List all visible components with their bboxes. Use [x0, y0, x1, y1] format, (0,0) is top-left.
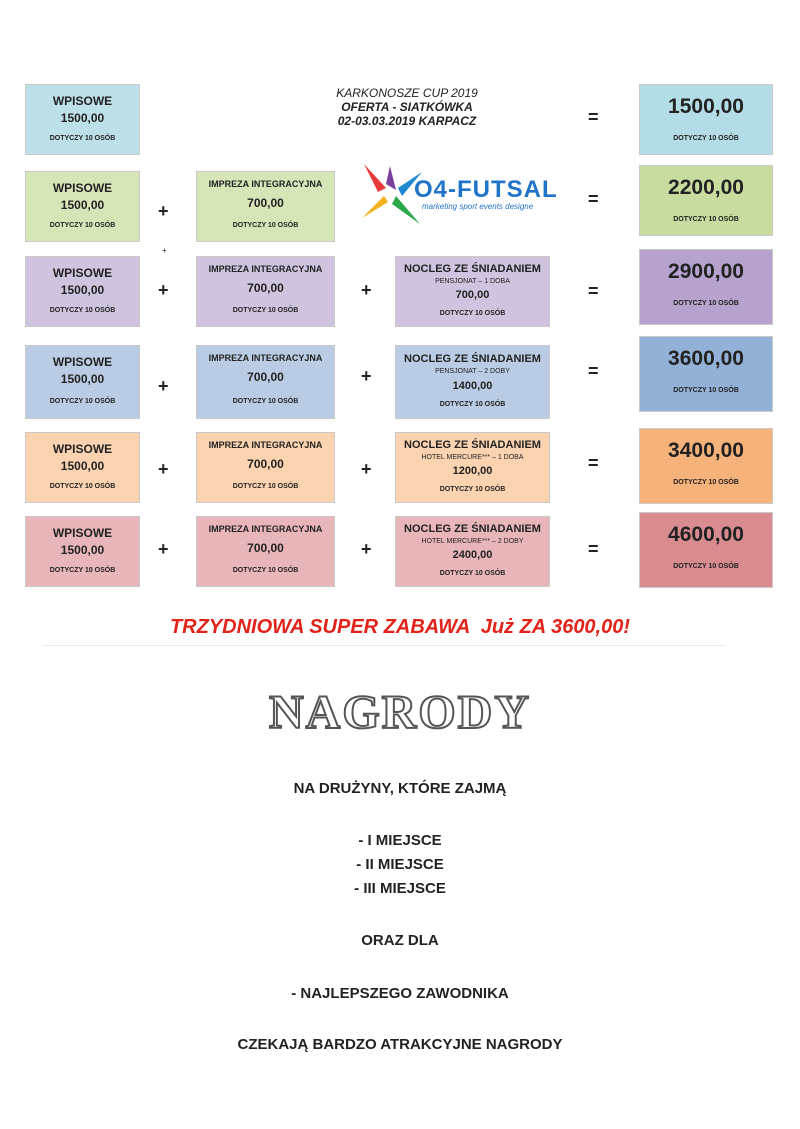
- row-1-entry-box: [25, 84, 140, 155]
- persons-note: DOTYCZY 10 OSÓB: [49, 222, 116, 229]
- lodging-price: 1200,00: [452, 465, 493, 477]
- persons-note: DOTYCZY 10 OSÓB: [232, 483, 299, 490]
- entry-price: 1500,00: [60, 459, 105, 473]
- prizes-intro: NA DRUŻYNY, KTÓRE ZAJMĄ: [293, 780, 507, 797]
- row-5-lodging-box: [395, 432, 550, 503]
- persons-note: DOTYCZY 10 OSÓB: [232, 567, 299, 574]
- row-3-total: 2900,00: [668, 260, 744, 283]
- lodging-price: 2400,00: [452, 549, 493, 561]
- lodging-label: NOCLEG ZE ŚNIADANIEM: [404, 523, 541, 535]
- party-label: IMPREZA INTEGRACYJNA: [208, 524, 323, 534]
- row-6-total: 4600,00: [668, 523, 744, 546]
- equals-sign: =: [588, 453, 599, 473]
- row-4-entry-box: [25, 345, 140, 419]
- persons-note: DOTYCZY 10 OSÓB: [673, 479, 739, 486]
- party-price: 700,00: [247, 196, 284, 210]
- entry-price: 1500,00: [60, 372, 105, 386]
- plus-sign: +: [158, 539, 169, 559]
- persons-note: DOTYCZY 10 OSÓB: [49, 307, 116, 314]
- entry-label: WPISOWE: [52, 355, 113, 369]
- equals-sign: =: [588, 189, 599, 209]
- offer-title: OFERTA - SIATKÓWKA: [341, 100, 473, 114]
- row-6-entry-box: [25, 516, 140, 587]
- plus-sign: +: [158, 201, 169, 221]
- party-label: IMPREZA INTEGRACYJNA: [208, 440, 323, 450]
- plus-sign: +: [361, 280, 372, 300]
- persons-note: DOTYCZY 10 OSÓB: [673, 387, 739, 394]
- row-6-lodging-box: [395, 516, 550, 587]
- lodging-label: NOCLEG ZE ŚNIADANIEM: [404, 439, 541, 451]
- entry-price: 1500,00: [60, 543, 105, 557]
- lodging-price: 700,00: [455, 289, 490, 301]
- persons-note: DOTYCZY 10 OSÓB: [673, 135, 739, 142]
- offer-header: [292, 86, 522, 128]
- persons-note: DOTYCZY 10 OSÓB: [439, 310, 506, 317]
- equals-sign: =: [588, 107, 599, 127]
- best-player: - NAJLEPSZEGO ZAWODNIKA: [291, 985, 509, 1002]
- party-label: IMPREZA INTEGRACYJNA: [208, 353, 323, 363]
- plus-sign: +: [361, 539, 372, 559]
- logo-name: O4-FUTSAL: [414, 176, 558, 203]
- persons-note: DOTYCZY 10 OSÓB: [49, 398, 116, 405]
- plus-sign: +: [361, 366, 372, 386]
- lodging-sub: PENSJONAT – 2 DOBY: [435, 368, 510, 375]
- event-title: KARKONOSZE CUP 2019: [336, 86, 478, 100]
- persons-note: DOTYCZY 10 OSÓB: [673, 216, 739, 223]
- divider: [42, 645, 726, 646]
- row-3-entry-box: [25, 256, 140, 327]
- entry-price: 1500,00: [60, 198, 105, 212]
- entry-price: 1500,00: [60, 111, 105, 125]
- row-2-total-box: [639, 165, 773, 236]
- party-price: 700,00: [247, 541, 284, 555]
- lodging-label: NOCLEG ZE ŚNIADANIEM: [404, 263, 541, 275]
- entry-price: 1500,00: [60, 283, 105, 297]
- row-4-lodging-box: [395, 345, 550, 419]
- persons-note: DOTYCZY 10 OSÓB: [439, 570, 506, 577]
- entry-label: WPISOWE: [52, 94, 113, 108]
- plus-sign: +: [158, 376, 169, 396]
- row-3-party-box: [196, 256, 335, 327]
- persons-note: DOTYCZY 10 OSÓB: [232, 398, 299, 405]
- party-label: IMPREZA INTEGRACYJNA: [208, 179, 323, 189]
- row-4-total-box: [639, 336, 773, 412]
- lodging-sub: HOTEL MERCURE*** – 2 DOBY: [421, 538, 524, 545]
- prizes-title: [0, 682, 800, 742]
- persons-note: DOTYCZY 10 OSÓB: [49, 483, 116, 490]
- promo-banner: TRZYDNIOWA SUPER ZABAWA Już ZA 3600,00!: [169, 616, 631, 638]
- party-price: 700,00: [247, 370, 284, 384]
- row-6-total-box: [639, 512, 773, 588]
- row-2-total: 2200,00: [668, 176, 744, 199]
- persons-note: DOTYCZY 10 OSÓB: [49, 135, 116, 142]
- plus-sign: +: [158, 459, 169, 479]
- entry-label: WPISOWE: [52, 526, 113, 540]
- prizes-title-text: NAGRODY: [269, 686, 531, 739]
- party-label: IMPREZA INTEGRACYJNA: [208, 264, 323, 274]
- party-price: 700,00: [247, 281, 284, 295]
- persons-note: DOTYCZY 10 OSÓB: [439, 401, 506, 408]
- persons-note: DOTYCZY 10 OSÓB: [673, 563, 739, 570]
- persons-note: DOTYCZY 10 OSÓB: [49, 567, 116, 574]
- plus-sign: +: [361, 459, 372, 479]
- persons-note: DOTYCZY 10 OSÓB: [439, 486, 506, 493]
- equals-sign: =: [588, 281, 599, 301]
- row-5-total: 3400,00: [668, 439, 744, 462]
- futsal-logo: [356, 158, 572, 228]
- row-1-total: 1500,00: [668, 95, 744, 118]
- entry-label: WPISOWE: [52, 181, 113, 195]
- row-5-entry-box: [25, 432, 140, 503]
- second-place: - II MIEJSCE: [356, 856, 444, 873]
- plus-sign: +: [158, 280, 169, 300]
- persons-note: DOTYCZY 10 OSÓB: [232, 307, 299, 314]
- row-2-entry-box: [25, 171, 140, 242]
- row-6-party-box: [196, 516, 335, 587]
- persons-note: DOTYCZY 10 OSÓB: [232, 222, 299, 229]
- third-place: - III MIEJSCE: [354, 880, 446, 897]
- equals-sign: =: [588, 361, 599, 381]
- first-place: - I MIEJSCE: [358, 832, 442, 849]
- row-4-party-box: [196, 345, 335, 419]
- logo-tagline: marketing sport events designe: [422, 202, 534, 211]
- row-5-party-box: [196, 432, 335, 503]
- prizes-also: ORAZ DLA: [361, 932, 439, 949]
- row-4-total: 3600,00: [668, 347, 744, 370]
- row-3-total-box: [639, 249, 773, 325]
- lodging-label: NOCLEG ZE ŚNIADANIEM: [404, 353, 541, 365]
- row-3-lodging-box: [395, 256, 550, 327]
- small-plus-mark: +: [162, 246, 167, 255]
- event-dates: 02-03.03.2019 KARPACZ: [337, 114, 477, 128]
- equals-sign: =: [588, 539, 599, 559]
- lodging-sub: HOTEL MERCURE*** – 1 DOBA: [421, 454, 524, 461]
- persons-note: DOTYCZY 10 OSÓB: [673, 300, 739, 307]
- entry-label: WPISOWE: [52, 266, 113, 280]
- row-2-party-box: [196, 171, 335, 242]
- entry-label: WPISOWE: [52, 442, 113, 456]
- prizes-closing: CZEKAJĄ BARDZO ATRAKCYJNE NAGRODY: [237, 1036, 563, 1053]
- lodging-price: 1400,00: [452, 380, 493, 392]
- row-5-total-box: [639, 428, 773, 504]
- party-price: 700,00: [247, 457, 284, 471]
- row-1-total-box: [639, 84, 773, 155]
- lodging-sub: PENSJONAT – 1 DOBA: [435, 278, 510, 285]
